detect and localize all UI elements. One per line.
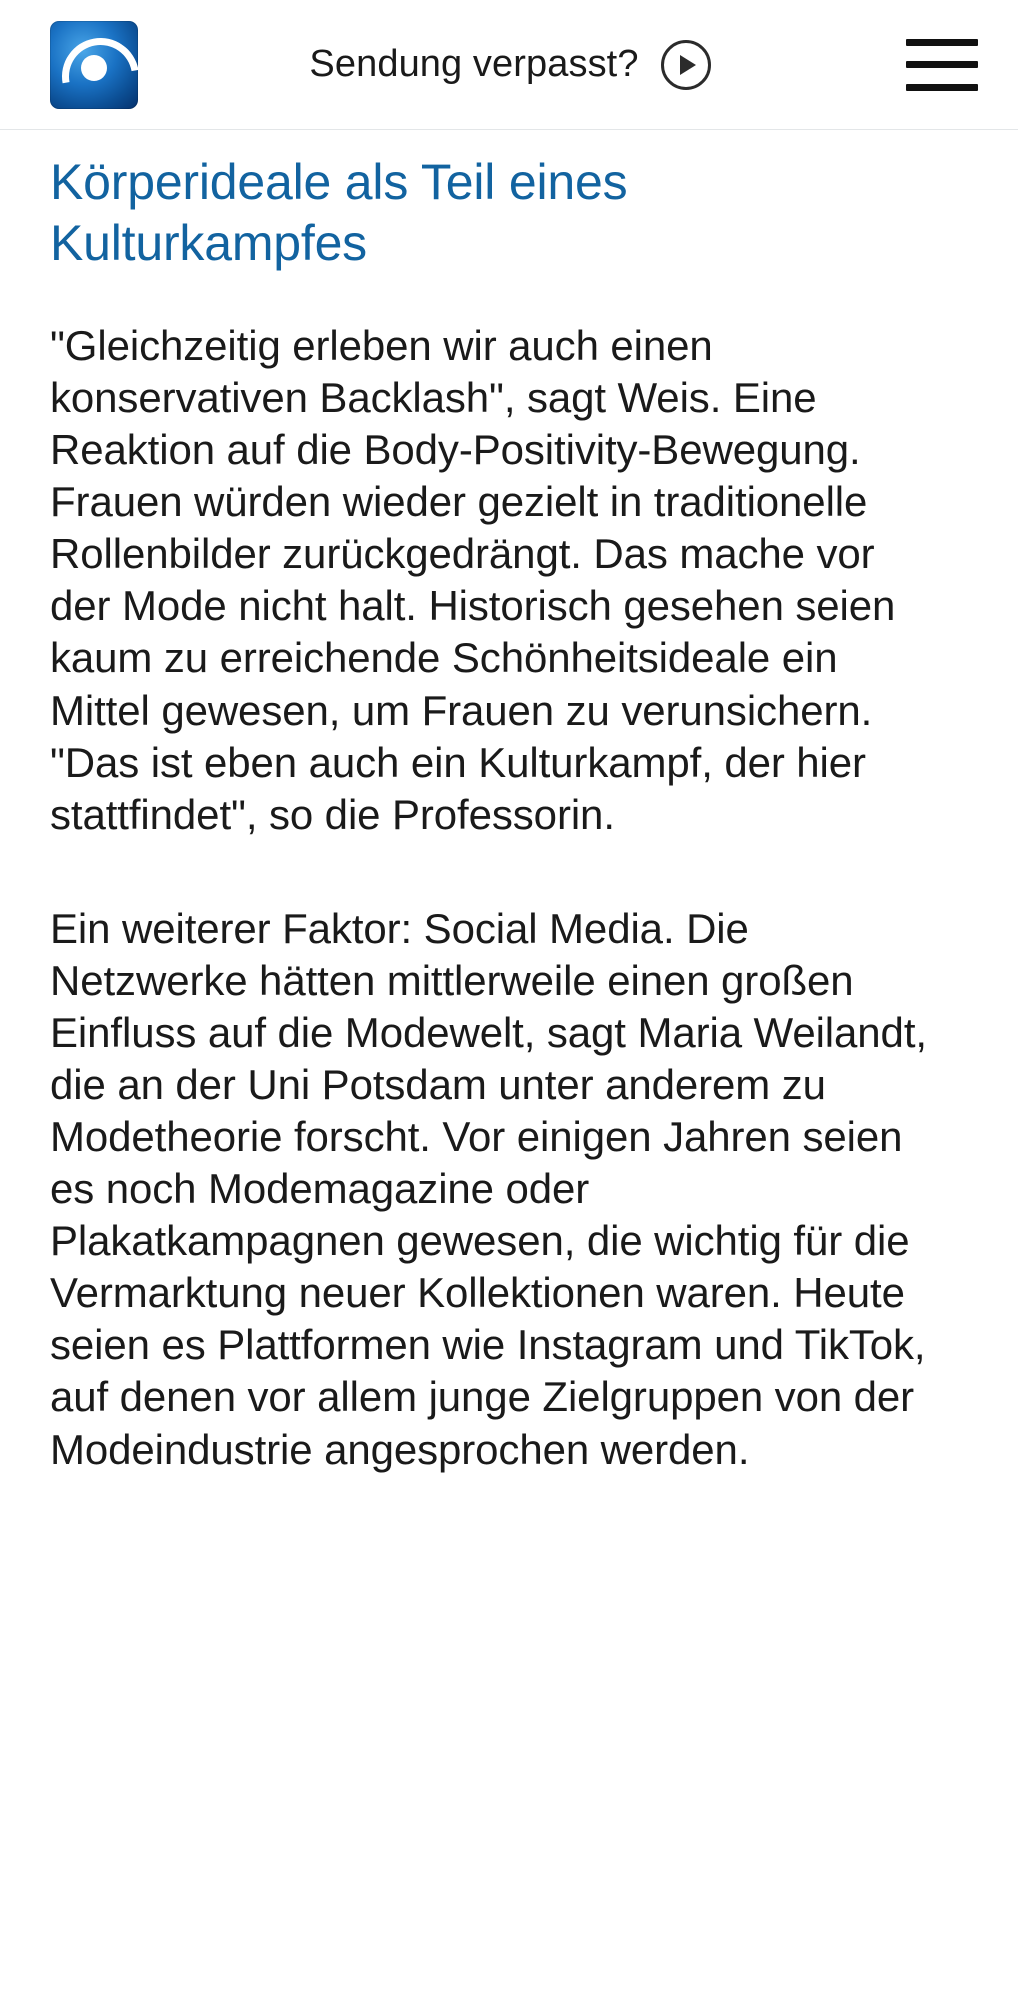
article-paragraph: "Gleichzeitig erleben wir auch einen konservativen Backlash", sagt Weis. Eine Reaktion auf die Body-Positivity-Bewegung. Frauen würden wieder gezielt in traditionelle Rollenbilder zurückgedrängt. Das mache vor der Mode nicht halt. Historisch gesehen seien kaum zu erreichende Schönheitsideale ein Mittel gewesen, um Frauen zu verunsichern. "Das ist eben auch ein Kulturkampf, der hier stattfindet", so die Professorin. bbox=[50, 322, 896, 838]
site-header bbox=[0, 0, 1018, 130]
article-body bbox=[0, 152, 1018, 1476]
page-title: Körperideale als Teil eines Kulturkampfes bbox=[50, 154, 628, 271]
header-center bbox=[128, 40, 892, 90]
right-margin bbox=[992, 0, 1018, 2000]
play-triangle bbox=[680, 55, 696, 75]
burger-bar-1 bbox=[906, 39, 978, 46]
burger-bar-2 bbox=[906, 61, 978, 68]
sendung-verpasst-link[interactable]: Sendung verpasst? bbox=[309, 43, 639, 85]
article-paragraph: Ein weiterer Faktor: Social Media. Die Netzwerke hätten mittlerweile einen großen Einfluss auf die Modewelt, sagt Maria Weilandt, die an der Uni Potsdam unter anderem zu Modetheorie forscht. Vor einigen Jahren seien es noch Modemagazine oder Plakatkampagnen gewesen, die wichtig für die Vermarktung neuer Kollektionen waren. Heute seien es Plattformen wie Instagram und TikTok, auf denen vor allem junge Zielgruppen von der Modeindustrie angesprochen werden. bbox=[50, 904, 927, 1473]
ard-logo[interactable] bbox=[50, 21, 138, 109]
play-icon[interactable] bbox=[661, 40, 711, 90]
hamburger-menu-icon[interactable] bbox=[906, 39, 978, 91]
burger-bar-3 bbox=[906, 84, 978, 91]
left-margin bbox=[0, 0, 26, 2000]
